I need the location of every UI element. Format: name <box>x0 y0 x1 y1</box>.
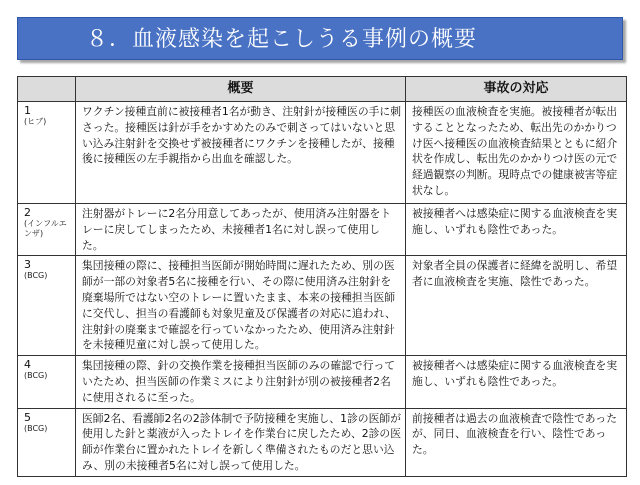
case-number: 1 <box>24 104 31 117</box>
response-cell <box>406 256 627 356</box>
table-header-row <box>18 77 627 102</box>
response-text: 前接種者は過去の血液検査で陰性であったが、同日、血液検査を行い、陰性であった。 <box>412 411 618 457</box>
summary-cell <box>76 102 406 204</box>
vaccine-type: (インフルエンザ) <box>24 219 67 238</box>
response-text: 被接種者へは感染症に関する血液検査を実施し、いずれも陰性であった。 <box>412 359 618 388</box>
case-number-cell <box>18 408 76 476</box>
case-number-cell <box>18 256 76 356</box>
summary-text: 医師2名、看護師2名の2診体制で予防接種を実施し、1診の医師が使用した針と薬液が入ったトレイを作業台に戻したため、2診の医師が作業台に置かれたトレイを新しく準備されたものだと思い込み、別の未接種者5名に対し誤って使用した。 <box>82 411 402 472</box>
header-response: 事故の対応 <box>406 77 627 102</box>
table-row <box>18 356 627 408</box>
case-number-cell <box>18 356 76 408</box>
vaccine-type: (BCG) <box>24 371 48 381</box>
response-cell <box>406 356 627 408</box>
table-row <box>18 256 627 356</box>
summary-cell <box>76 256 406 356</box>
table-row <box>18 102 627 204</box>
header-number <box>18 77 76 102</box>
summary-text: ワクチン接種直前に被接種者1名が動き、注射針が接種医の手に刺さった。接種医は針が手をかすめたのみで刺さってはいないと思い込み注射針を交換せず被接種者にワクチンを接種したが、接種後に接種医の左手親指から出血を確認した。 <box>82 105 402 166</box>
summary-cell <box>76 408 406 476</box>
summary-cell <box>76 356 406 408</box>
case-number-cell <box>18 204 76 256</box>
slide-title: ８．血液感染を起こしうる事例の概要 <box>17 17 623 60</box>
case-number: 2 <box>24 206 31 219</box>
case-number: 5 <box>24 410 31 424</box>
header-summary: 概要 <box>76 77 406 102</box>
case-number-cell <box>18 102 76 204</box>
summary-text: 集団接種の際に、接種担当医師が開始時間に遅れたため、別の医師が一部の対象者5名に接種を行い、その際に使用済み注射針を廃棄場所ではない空のトレーに置いたまま、本来の接種担当医師に交代し、担当の看護師も対象児童及び保護者の対応に追われ、注射針の廃棄まで確認を行っていなかったため、使用済み注射針を未接種児童に対し誤って使用した。 <box>82 259 396 352</box>
vaccine-type: (BCG) <box>24 423 48 433</box>
response-cell <box>406 102 627 204</box>
table-row <box>18 408 627 476</box>
response-cell <box>406 204 627 256</box>
vaccine-type: (ヒブ) <box>24 117 47 126</box>
response-text: 被接種者へは感染症に関する血液検査を実施し、いずれも陰性であった。 <box>412 207 618 236</box>
vaccine-type: (BCG) <box>24 271 48 281</box>
response-text: 対象者全員の保護者に経緯を説明し、希望者に血液検査を実施、陰性であった。 <box>412 259 618 289</box>
case-number: 4 <box>24 358 31 372</box>
response-cell <box>406 408 627 476</box>
summary-text: 注射器がトレーに2名分用意してあったが、使用済み注射器をトレーに戻してしまったため、未接種者1名に対し誤って使用した。 <box>82 207 392 252</box>
response-text: 接種医の血液検査を実施。被接種者が転出することとなったため、転出先のかかりつけ医へ接種医の血液検査結果とともに紹介状を作成し、転出先のかかりつけ医の元で経過観察の判断。現時点での健康被害等症状なし。 <box>412 105 618 197</box>
summary-text: 集団接種の際、針の交換作業を接種担当医師のみの確認で行っていたため、担当医師の作業ミスにより注射針が別の被接種者2名に使用されるに至った。 <box>82 359 396 404</box>
case-number: 3 <box>24 258 31 272</box>
summary-cell <box>76 204 406 256</box>
table-row <box>18 204 627 256</box>
case-summary-table <box>17 76 627 477</box>
